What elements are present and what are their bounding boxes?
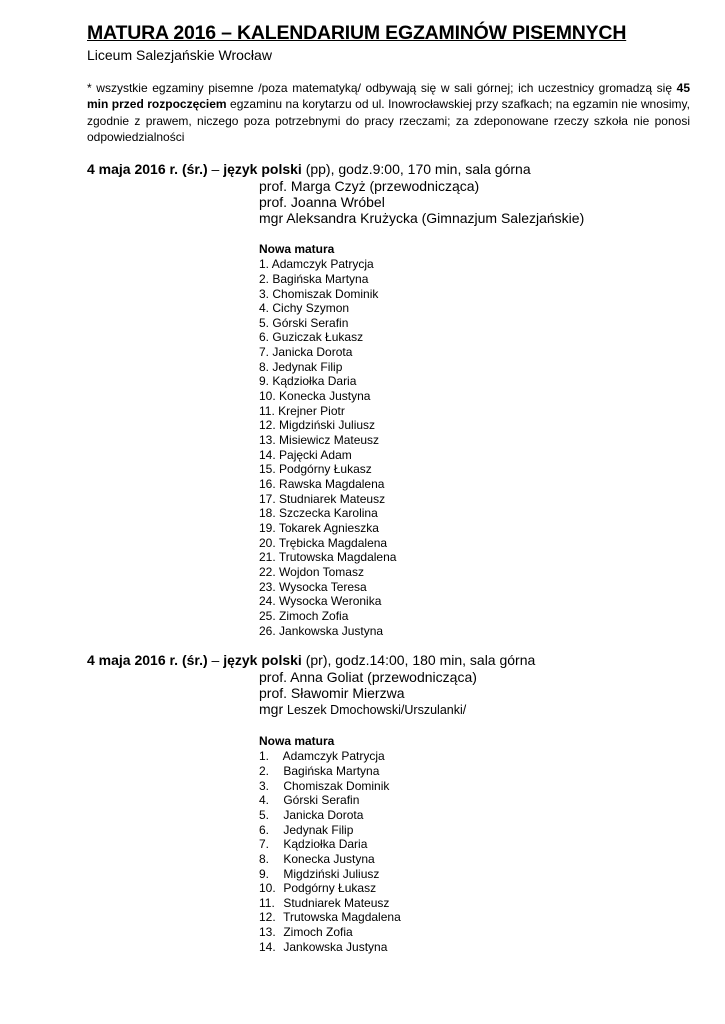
list-item-number: 21. [259, 550, 276, 565]
list-item-number: 1. [259, 749, 270, 764]
list-item-number: 3. [259, 778, 270, 793]
document-page [87, 20, 690, 954]
committee-member: prof. Sławomir Mierzwa [259, 685, 405, 702]
list-item [259, 462, 690, 477]
student-list-items [259, 257, 690, 638]
list-item-number: 2. [259, 763, 270, 778]
session-date: 4 maja 2016 r. (śr.) [87, 161, 208, 178]
student-name: Jankowska Justyna [283, 939, 388, 954]
list-item-number: 22. [259, 564, 276, 579]
student-name: Szczecka Karolina [279, 506, 378, 521]
list-item-number: 8. [259, 359, 270, 374]
list-item-number: 9. [259, 866, 270, 881]
student-name: Konecka Justyna [279, 389, 371, 404]
list-item-number: 9. [259, 374, 270, 389]
list-item [259, 374, 690, 389]
list-item [259, 433, 690, 448]
list-item [259, 779, 690, 794]
list-item [259, 793, 690, 808]
list-item [259, 896, 690, 911]
list-item-number: 24. [259, 594, 276, 609]
student-name: Wysocka Teresa [279, 579, 367, 594]
list-item [259, 492, 690, 507]
note-emphasis: 45 min przed rozpoczęciem [87, 81, 690, 112]
student-name: Bagińska Martyna [283, 763, 380, 778]
list-item [259, 580, 690, 595]
list-item [259, 360, 690, 375]
list-item [259, 594, 690, 609]
session-dash: – [207, 161, 224, 178]
list-item-number: 1. [259, 257, 270, 272]
student-name: Chomiszak Dominik [272, 286, 379, 301]
list-item [259, 272, 690, 287]
list-item-number: 11. [259, 895, 275, 910]
list-item-number: 15. [259, 462, 276, 477]
list-item-number: 6. [259, 822, 270, 837]
list-item-number: 18. [259, 506, 276, 521]
list-item-number: 8. [259, 851, 270, 866]
list-item [259, 418, 690, 433]
session-details: (pp), godz.9:00, 170 min, sala górna [301, 161, 531, 178]
exam-session-polish-basic [87, 160, 690, 638]
student-name: Wysocka Weronika [279, 594, 382, 609]
list-item [259, 521, 690, 536]
student-name: Janicka Dorota [272, 345, 353, 360]
examination-committee [259, 178, 690, 226]
student-name: Migdziński Juliusz [283, 866, 380, 881]
student-name: Migdziński Juliusz [279, 418, 376, 433]
list-item [259, 925, 690, 940]
exam-rules-note [87, 80, 690, 145]
student-name: Górski Serafin [283, 793, 360, 808]
student-name: Tokarek Agnieszka [278, 521, 379, 535]
student-name: Jedynak Filip [283, 822, 354, 837]
list-item [259, 881, 690, 896]
list-item-number: 20. [259, 535, 276, 550]
list-item-number: 7. [259, 345, 270, 360]
list-item-number: 23. [259, 579, 276, 594]
list-item [259, 852, 690, 867]
student-name: Kądziołka Daria [272, 374, 357, 389]
student-name: Górski Serafin [272, 315, 349, 330]
list-item-number: 4. [259, 301, 270, 316]
student-name: Rawska Magdalena [279, 477, 385, 492]
student-name: Adamczyk Patrycja [271, 257, 374, 272]
student-list [259, 734, 690, 954]
list-item [259, 287, 690, 302]
committee-member [259, 701, 690, 718]
student-name: Adamczyk Patrycja [282, 749, 385, 764]
page-subtitle: Liceum Salezjańskie Wrocław [87, 47, 272, 63]
session-details: (pr), godz.14:00, 180 min, sala górna [301, 652, 536, 669]
list-item [259, 316, 690, 331]
session-header [87, 160, 690, 178]
list-item-number: 13. [259, 925, 276, 940]
student-name: Pajęcki Adam [279, 447, 352, 462]
list-item-number: 26. [259, 623, 276, 638]
list-item-number: 5. [259, 807, 270, 822]
list-item [259, 477, 690, 492]
student-list-items [259, 749, 690, 954]
list-item [259, 536, 690, 551]
examination-committee [259, 669, 690, 718]
list-item-number: 25. [259, 608, 276, 623]
list-item [259, 910, 690, 925]
student-list-title: Nowa matura [259, 734, 335, 749]
list-item-number: 14. [259, 939, 276, 954]
list-item-number: 17. [259, 491, 276, 506]
list-item [259, 404, 690, 419]
student-name: Studniarek Mateusz [279, 491, 386, 506]
list-item [259, 867, 690, 882]
list-item-number: 11. [259, 403, 275, 418]
student-name: Wojdon Tomasz [279, 564, 364, 579]
student-name: Podgórny Łukasz [279, 462, 372, 477]
committee-member-prefix: mgr [259, 701, 287, 718]
list-item [259, 609, 690, 624]
student-name: Zimoch Zofia [279, 608, 349, 623]
student-name: Trębicka Magdalena [278, 535, 388, 550]
note-text-2: egzaminu na korytarzu od ul. Inowrocławskiej przy szafkach; na egzamin nie wnosimy, zgodnie z prawem, niczego poza potrzebnymi do pracy rzeczami; za zdeponowane rzeczy szkoła nie ponosi odpowiedzialności [87, 97, 690, 144]
student-name: Trutowska Magdalena [283, 910, 401, 925]
session-date: 4 maja 2016 r. (śr.) [87, 652, 208, 669]
student-name: Podgórny Łukasz [283, 881, 377, 896]
list-item [259, 764, 690, 779]
student-list [259, 242, 690, 638]
student-name: Chomiszak Dominik [283, 778, 390, 793]
student-name: Jankowska Justyna [279, 623, 384, 638]
committee-member: prof. Anna Goliat (przewodnicząca) [259, 669, 477, 686]
list-item [259, 330, 690, 345]
committee-member: prof. Marga Czyż (przewodnicząca) [259, 178, 480, 195]
list-item [259, 506, 690, 521]
student-name: Studniarek Mateusz [283, 895, 390, 910]
student-name: Konecka Justyna [283, 851, 375, 866]
list-item-number: 14. [259, 447, 276, 462]
session-subject: język polski [223, 652, 302, 669]
list-item-number: 10. [259, 389, 276, 404]
list-item [259, 389, 690, 404]
committee-member-name: Leszek Dmochowski/Urszulanki/ [287, 703, 467, 718]
student-name: Jedynak Filip [272, 359, 343, 374]
student-name: Misiewicz Mateusz [279, 433, 380, 448]
exam-session-polish-extended [87, 651, 690, 954]
note-text-1: * wszystkie egzaminy pisemne /poza matematyką/ odbywają się w sali górnej; ich uczestnicy gromadzą się [87, 81, 677, 95]
student-name: Zimoch Zofia [283, 925, 353, 940]
session-subject: język polski [223, 161, 302, 178]
list-item-number: 2. [259, 271, 270, 286]
student-name: Janicka Dorota [283, 807, 364, 822]
list-item-number: 4. [259, 793, 270, 808]
list-item [259, 808, 690, 823]
list-item [259, 749, 690, 764]
list-item-number: 12. [259, 418, 276, 433]
list-item [259, 550, 690, 565]
list-item [259, 565, 690, 580]
student-name: Krejner Piotr [278, 403, 345, 418]
list-item-number: 16. [259, 477, 276, 492]
session-dash: – [207, 652, 224, 669]
list-item-number: 6. [259, 330, 270, 345]
list-item [259, 301, 690, 316]
student-name: Bagińska Martyna [272, 271, 369, 286]
committee-member: mgr Aleksandra Krużycka (Gimnazjum Salezjańskie) [259, 210, 585, 227]
list-item-number: 12. [259, 910, 276, 925]
list-item [259, 448, 690, 463]
student-name: Guziczak Łukasz [272, 330, 364, 345]
list-item-number: 13. [259, 433, 276, 448]
committee-member: prof. Joanna Wróbel [259, 194, 385, 211]
list-item [259, 823, 690, 838]
session-header [87, 651, 690, 669]
list-item [259, 624, 690, 639]
list-item-number: 3. [259, 286, 270, 301]
list-item-number: 10. [259, 881, 276, 896]
list-item [259, 940, 690, 955]
student-name: Kądziołka Daria [283, 837, 368, 852]
list-item [259, 837, 690, 852]
student-name: Cichy Szymon [272, 301, 350, 316]
list-item-number: 7. [259, 837, 270, 852]
page-title: MATURA 2016 – KALENDARIUM EGZAMINÓW PISEMNYCH [87, 22, 627, 44]
list-item-number: 19. [259, 521, 276, 535]
list-item [259, 257, 690, 272]
student-list-title: Nowa matura [259, 242, 335, 257]
list-item [259, 345, 690, 360]
student-name: Trutowska Magdalena [278, 550, 397, 565]
list-item-number: 5. [259, 315, 270, 330]
